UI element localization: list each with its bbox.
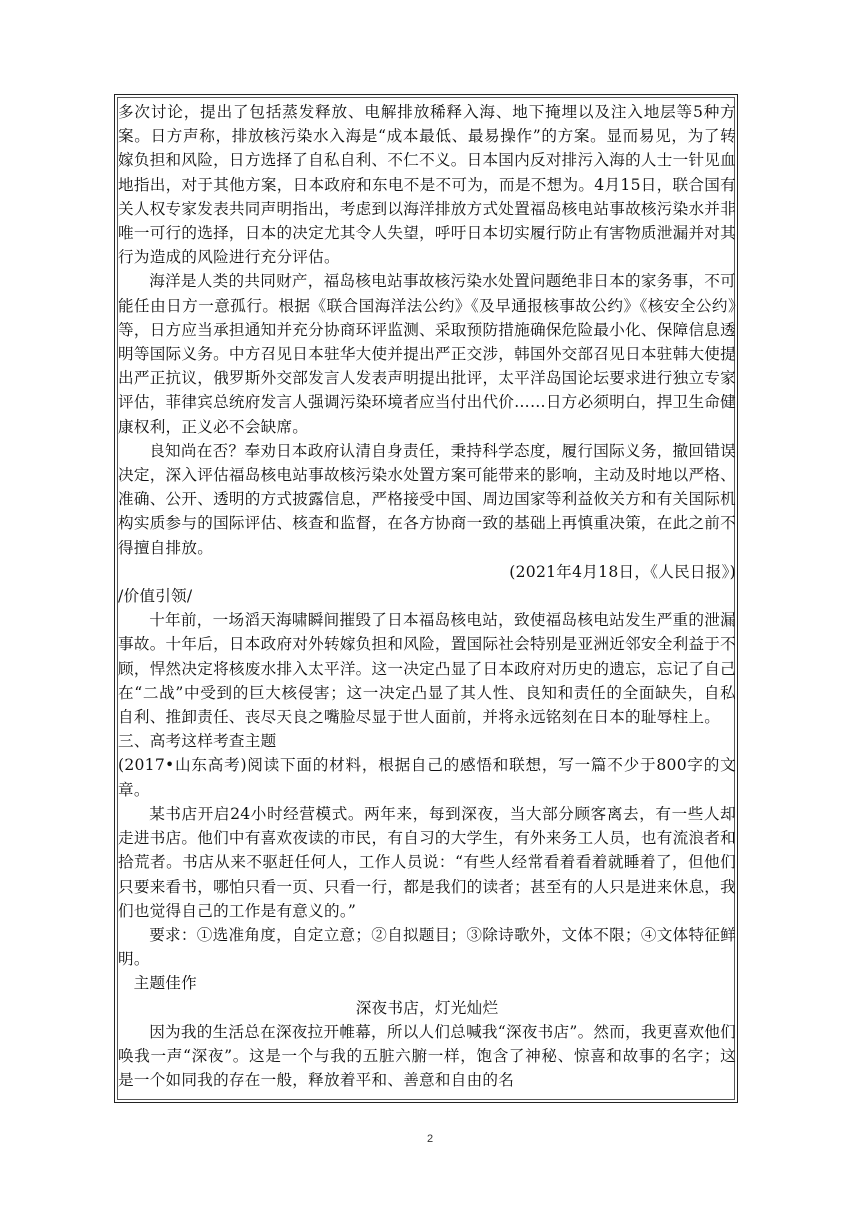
essay-title: 深夜书店，灯光灿烂 (355, 998, 499, 1017)
paragraph-ocean-common-property: 海洋是人类的共同财产，福岛核电站事故核污染水处置问题绝非日本的家务事，不可能任由日方一意孤行。根据《联合国海洋法公约》《及早通报核事故公约》《核安全公约》等，日方应当承担通知并充分协商环评监测、采取预防措施确保危险最小化、保障信息透明等国际义务。中方召见日本驻华大使并提出严正交涉，韩国外交部召见日本驻韩大使提出严正抗议，俄罗斯外交部发言人发表声明提出批评，太平洋岛国论坛要求进行独立专家评估，菲律宾总统府发言人强调污染环境者应当付出代价……日方必须明白，捍卫生命健康权利，正义必不会缺席。 (118, 272, 736, 436)
paragraph-value-guidance: 十年前，一场滔天海啸瞬间摧毁了日本福岛核电站，致使福岛核电站发生严重的泄漏事故。十年后，日本政府对外转嫁负担和风险，置国际社会特别是亚洲近邻安全利益于不顾，悍然决定将核废水排入太平洋。这一决定凸显了日本政府对历史的遗忘，忘记了自己在“二战”中受到的巨大核侵害；这一决定凸显了其人性、良知和责任的全面缺失，自私自利、推卸责任、丧尽天良之嘴脸尽显于世人面前，并将永远铭刻在日本的耻辱柱上。 (118, 611, 736, 727)
exam-requirements: 要求：①选准角度，自定立意；②自拟题目；③除诗歌外，文体不限；④文体特征鲜明。 (118, 925, 736, 969)
exam-material: 某书店开启24小时经营模式。两年来，每到深夜，当大部分顾客离去，有一些人却走进书店。他们中有喜欢夜读的市民，有自习的大学生，有外来务工人员，也有流浪者和拾荒者。书店从来不驱赶任何人，工作人员说：“有些人经常看着看着就睡着了，但他们只要来看书，哪怕只看一页、只看一行，都是我们的读者；甚至有的人只是进来休息，我们也觉得自己的工作是有意义的。” (118, 804, 736, 920)
paragraph-conscience: 良知尚在否？奉劝日本政府认清自身责任，秉持科学态度，履行国际义务，撤回错误决定，深入评估福岛核电站事故核污染水处置方案可能带来的影响，主动及时地以严格、准确、公开、透明的方式披露信息，严格接受中国、周边国家等利益攸关方和有关国际机构实质参与的国际评估、核查和监督，在各方协商一致的基础上再慎重决策，在此之前不得擅自排放。 (118, 441, 736, 557)
exam-prompt: (2017•山东高考)阅读下面的材料，根据自己的感悟和联想，写一篇不少于800字的文章。 (118, 756, 736, 799)
section-label-value: /价值引领/ (118, 587, 193, 606)
section-heading-exam: 三、高考这样考查主题 (118, 732, 277, 751)
section-heading-model-essay: 主题佳作 (133, 974, 197, 993)
source-citation: (2021年4月18日，《人民日报》) (509, 562, 736, 581)
paragraph-proposals: 多次讨论，提出了包括蒸发释放、电解排放稀释入海、地下掩埋以及注入地层等5种方案。日方声称，排放核污染水入海是“成本最低、最易操作”的方案。显而易见，为了转嫁负担和风险，日方选择了自私自利、不仁不义。日本国内反对排污入海的人士一针见血地指出，对于其他方案，日本政府和东电不是不可为，而是不想为。4月15日，联合国有关人权专家发表共同声明指出，考虑到以海洋排放方式处置福岛核电站事故核污染水并非唯一可行的选择，日本的决定尤其令人失望，呼吁日本切实履行防止有害物质泄漏并对其行为造成的风险进行充分评估。 (118, 103, 736, 267)
essay-paragraph: 因为我的生活总在深夜拉开帷幕，所以人们总喊我“深夜书店”。然而，我更喜欢他们唤我一声“深夜”。这是一个与我的五脏六腑一样，饱含了神秘、惊喜和故事的名字；这是一个如同我的存在一般，释放着平和、善意和自由的名 (118, 1022, 737, 1090)
document-body (118, 100, 736, 1092)
page-number: 2 (426, 1133, 434, 1145)
